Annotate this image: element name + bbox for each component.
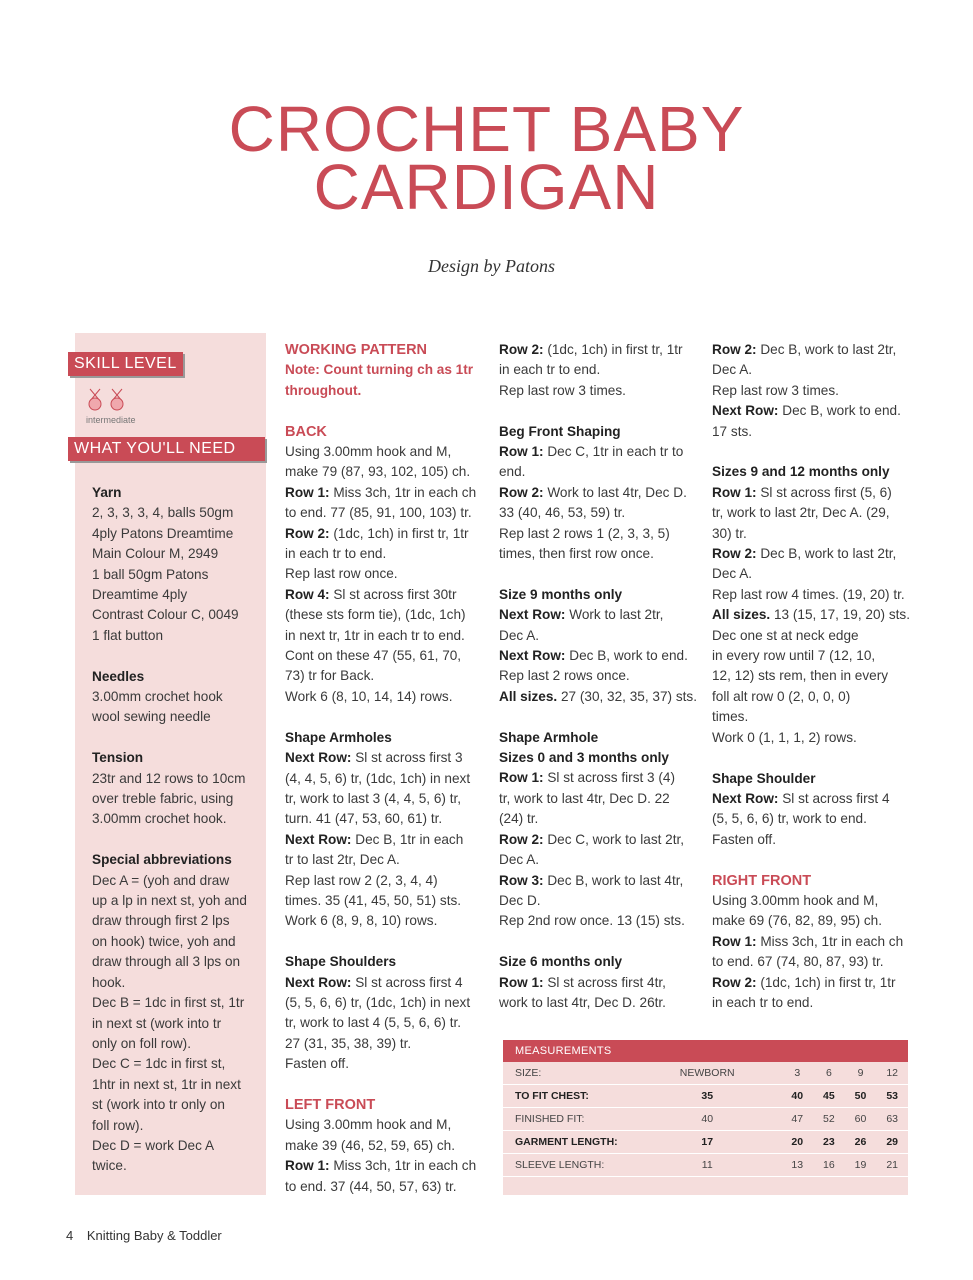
pattern-line: Row 2: (1dc, 1ch) in first tr, 1tr [712, 974, 896, 990]
materials-line: st (work into tr only on [92, 1097, 225, 1113]
what-you-need-label: WHAT YOU'LL NEED [68, 437, 265, 461]
page-footer [66, 1228, 222, 1243]
materials-line: Dec D = work Dec A [92, 1137, 215, 1153]
row-block [712, 544, 912, 605]
pattern-line: make 79 (87, 93, 102, 105) ch. [285, 464, 471, 480]
materials-line: foll row). [92, 1117, 144, 1133]
pattern-line: Dec one st at neck edge [712, 627, 859, 643]
pattern-line: Fasten off. [285, 1056, 349, 1072]
pattern-line: work to last 4tr, Dec D. 26tr. [499, 994, 666, 1010]
pattern-line: Next Row: Work to last 2tr, [499, 607, 664, 623]
measurement-row [503, 1108, 908, 1131]
row-block [499, 973, 699, 1014]
materials-line: only on foll row). [92, 1035, 191, 1051]
pattern-line: in each tr to end. [285, 546, 387, 562]
pattern-line: Row 1: Sl st across first 3 (4) [499, 770, 675, 786]
materials-line: Dec A = (yoh and draw [92, 872, 230, 888]
measurement-value: 35 [633, 1085, 781, 1108]
row-block [285, 830, 485, 932]
pattern-line: Rep last 2 rows 1 (2, 3, 3, 5) [499, 525, 670, 541]
measurement-value: 21 [876, 1154, 908, 1177]
pattern-line: foll alt row 0 (2, 0, 0, 0) [712, 688, 851, 704]
pattern-line: Row 1: Miss 3ch, 1tr in each ch [712, 933, 904, 949]
pattern-line: Rep 2nd row once. 13 (15) sts. [499, 913, 685, 929]
pattern-line: Row 2: Dec C, work to last 2tr, [499, 831, 685, 847]
pattern-line: Next Row: Dec B, 1tr in each [285, 831, 464, 847]
pattern-line: Rep last row 4 times. (19, 20) tr. [712, 586, 905, 602]
pattern-line: Row 2: Dec B, work to last 2tr, [712, 342, 897, 357]
measurement-value: 53 [876, 1085, 908, 1108]
pattern-line: Using 3.00mm hook and M, [285, 444, 452, 460]
materials-line: Main Colour M, 2949 [92, 546, 219, 562]
pattern-line: (4, 4, 5, 6) tr, (1dc, 1ch) in next [285, 770, 471, 786]
row-block [285, 973, 485, 1075]
right-front-heading: RIGHT FRONT [712, 872, 812, 889]
row-block [285, 585, 485, 707]
measurement-value: 47 [781, 1108, 813, 1131]
section-heading: Size 6 months only [499, 954, 623, 970]
pattern-line: Dec A. [499, 852, 540, 868]
measurement-value: 16 [813, 1154, 845, 1177]
measurement-row [503, 1154, 908, 1177]
section-heading: Beg Front Shaping [499, 423, 621, 439]
back-heading: BACK [285, 423, 327, 440]
measurement-value: 40 [633, 1108, 781, 1131]
pattern-line: Row 1: Sl st across first (5, 6) [712, 484, 892, 500]
working-pattern-heading: WORKING PATTERN [285, 342, 428, 358]
row-block [712, 340, 912, 401]
measurement-value: 13 [781, 1154, 813, 1177]
pattern-line: to end. 77 (85, 91, 100, 103) tr. [285, 505, 472, 521]
pattern-line: Row 1: Miss 3ch, 1tr in each ch [285, 1158, 477, 1174]
row-block [712, 401, 912, 442]
measurement-value: 17 [633, 1131, 781, 1154]
measurement-row [503, 1085, 908, 1108]
materials-line: 1 ball 50gm Patons [92, 566, 209, 582]
pattern-line: Row 2: Dec B, work to last 2tr, [712, 546, 897, 562]
pattern-line: Row 2: Work to last 4tr, Dec D. [499, 484, 687, 500]
materials-line: wool sewing needle [92, 709, 211, 725]
pattern-line: Dec A. [499, 627, 540, 643]
text-block [712, 891, 912, 932]
pattern-line: Work 6 (8, 10, 14, 14) rows. [285, 688, 453, 704]
pattern-line: Next Row: Dec B, work to end. [499, 648, 688, 664]
measurements-heading: MEASUREMENTS [503, 1040, 908, 1062]
measurement-value: NEWBORN [633, 1062, 781, 1085]
materials-line: Contrast Colour C, 0049 [92, 607, 239, 623]
measurement-value: 45 [813, 1085, 845, 1108]
materials-line: Dreamtime 4ply [92, 587, 188, 603]
pattern-line: Next Row: Sl st across first 4 [712, 790, 890, 806]
measurement-value: 12 [876, 1062, 908, 1085]
materials-line: draw through all 3 lps on [92, 954, 241, 970]
pattern-line: Dec A. [712, 362, 753, 378]
yarn-needles-icon [86, 387, 146, 413]
row-block [285, 748, 485, 830]
pattern-line: Next Row: Dec B, work to end. [712, 403, 901, 419]
title-line-1: CROCHET BABY [228, 93, 745, 165]
pattern-line: times. [712, 709, 749, 725]
pattern-line: make 39 (46, 52, 59, 65) ch. [285, 1137, 456, 1153]
pattern-line: turn. 41 (47, 53, 60, 61) tr. [285, 811, 443, 827]
materials-line: up a lp in next st, yoh and [92, 893, 247, 909]
row-block [285, 483, 485, 524]
materials-line: Dec C = 1dc in first st, [92, 1056, 226, 1072]
materials-line: 2, 3, 3, 3, 4, balls 50gm [92, 505, 234, 521]
pattern-line: Cont on these 47 (55, 61, 70, [285, 648, 462, 664]
measurement-value: 29 [876, 1131, 908, 1154]
pattern-line: All sizes. 13 (15, 17, 19, 20) sts. [712, 607, 910, 623]
pattern-line: Row 1: Miss 3ch, 1tr in each ch [285, 484, 477, 500]
pattern-line: Dec A. [712, 566, 753, 582]
pattern-line: 27 (31, 35, 38, 39) tr. [285, 1035, 412, 1051]
row-block [499, 871, 699, 932]
pattern-line: Work 0 (1, 1, 1, 2) rows. [712, 729, 857, 745]
pattern-line: tr to last 2tr, Dec A. [285, 852, 400, 868]
row-block [712, 789, 912, 850]
pattern-line: 12, 12) sts rem, then in every [712, 668, 889, 684]
row-block [285, 1156, 485, 1197]
materials-line: hook. [92, 974, 126, 990]
page-number: 4 [66, 1228, 74, 1243]
materials-line: 23tr and 12 rows to 10cm [92, 770, 246, 786]
measurement-value: 11 [633, 1154, 781, 1177]
pattern-line: Row 1: Sl st across first 4tr, [499, 974, 666, 990]
materials-line: twice. [92, 1158, 127, 1174]
pattern-column-1 [285, 340, 485, 1197]
row-block [712, 973, 912, 1014]
pattern-line: (these sts form tie), (1dc, 1ch) [285, 607, 466, 623]
pattern-line: Using 3.00mm hook and M, [712, 892, 879, 908]
pattern-line: Row 2: (1dc, 1ch) in first tr, 1tr [499, 342, 683, 357]
materials-line: 3.00mm crochet hook [92, 689, 223, 705]
pattern-line: tr, work to last 4 (5, 5, 6, 6) tr. [285, 1015, 462, 1031]
materials-line: draw through first 2 lps [92, 913, 230, 929]
pattern-line: Rep last row 3 times. [499, 382, 626, 398]
measurement-label: GARMENT LENGTH: [503, 1131, 633, 1154]
note-line: Note: Count turning ch as 1tr [285, 362, 474, 378]
pattern-line: 73) tr for Back. [285, 668, 375, 684]
pattern-line: (5, 5, 6, 6) tr, (1dc, 1ch) in next [285, 994, 471, 1010]
section-heading: Shape Armhole [499, 729, 599, 745]
section-heading: Size 9 months only [499, 586, 623, 602]
measurement-value: 52 [813, 1108, 845, 1131]
measurement-label: FINISHED FIT: [503, 1108, 633, 1131]
pattern-line: Dec D. [499, 892, 541, 908]
section-heading: Sizes 0 and 3 months only [499, 750, 669, 766]
row-block [285, 524, 485, 585]
materials-line: 3.00mm crochet hook. [92, 811, 227, 827]
pattern-line: times. 35 (41, 45, 50, 51) sts. [285, 892, 462, 908]
pattern-line: Next Row: Sl st across first 4 [285, 974, 463, 990]
pattern-line: Row 2: (1dc, 1ch) in first tr, 1tr [285, 525, 469, 541]
pattern-line: Row 4: Sl st across first 30tr [285, 586, 457, 602]
measurement-value: 60 [845, 1108, 877, 1131]
pattern-line: Row 3: Dec B, work to last 4tr, [499, 872, 684, 888]
pattern-line: in each tr to end. [499, 362, 601, 378]
measurement-value: 20 [781, 1131, 813, 1154]
row-block [499, 605, 699, 646]
measurement-row [503, 1062, 908, 1085]
note-line: throughout. [285, 382, 362, 398]
pattern-line: to end. 67 (74, 80, 87, 93) tr. [712, 954, 884, 970]
pattern-line: 17 sts. [712, 423, 753, 439]
row-block [499, 340, 699, 401]
materials-line: in next st (work into tr [92, 1015, 222, 1031]
measurement-value: 6 [813, 1062, 845, 1085]
measurement-row [503, 1131, 908, 1154]
pattern-line: Next Row: Sl st across first 3 [285, 750, 463, 766]
pattern-line: Rep last row 2 (2, 3, 4, 4) [285, 872, 438, 888]
section-heading: Shape Shoulders [285, 954, 397, 970]
skill-level-label: SKILL LEVEL [68, 352, 183, 376]
materials-heading: Tension [92, 750, 144, 766]
measurements-table [503, 1040, 908, 1195]
pattern-line: Rep last row 3 times. [712, 382, 839, 398]
pattern-column-3 [712, 340, 912, 1013]
skill-level-text: intermediate [86, 415, 136, 425]
materials-line: over treble fabric, using [92, 791, 234, 807]
row-block [499, 687, 699, 707]
measurement-value: 19 [845, 1154, 877, 1177]
pattern-line: (5, 5, 6, 6) tr, work to end. [712, 811, 867, 827]
materials-line: on hook) twice, yoh and [92, 933, 236, 949]
pattern-line: Work 6 (8, 9, 8, 10) rows. [285, 913, 438, 929]
measurement-value: 50 [845, 1085, 877, 1108]
pattern-line: tr, work to last 3 (4, 4, 5, 6) tr, [285, 790, 462, 806]
materials-column [92, 483, 262, 1177]
byline: Design by Patons [428, 256, 555, 276]
measurement-value: 40 [781, 1085, 813, 1108]
materials-heading: Special abbreviations [92, 852, 232, 868]
pattern-line: (24) tr. [499, 811, 539, 827]
row-block [499, 442, 699, 483]
pattern-line: times, then first row once. [499, 546, 654, 562]
text-block [285, 442, 485, 483]
section-heading: Shape Armholes [285, 729, 392, 745]
materials-heading: Needles [92, 668, 145, 684]
pattern-line: Row 1: Dec C, 1tr in each tr to [499, 444, 684, 460]
pattern-line: tr, work to last 4tr, Dec D. 22 [499, 790, 670, 806]
measurement-value: 9 [845, 1062, 877, 1085]
pattern-line: in every row until 7 (12, 10, [712, 648, 876, 664]
measurement-value: 26 [845, 1131, 877, 1154]
row-block [499, 646, 699, 687]
row-block [712, 932, 912, 973]
pattern-line: Rep last row once. [285, 566, 398, 582]
row-block [712, 605, 912, 748]
row-block [712, 483, 912, 544]
row-block [499, 483, 699, 565]
measurement-value: 23 [813, 1131, 845, 1154]
text-block [285, 1115, 485, 1156]
row-block [499, 830, 699, 871]
section-heading: Sizes 9 and 12 months only [712, 464, 890, 480]
row-block [499, 768, 699, 829]
materials-line: Dec B = 1dc in first st, 1tr [92, 995, 245, 1011]
pattern-line: Using 3.00mm hook and M, [285, 1117, 452, 1133]
publication-title: Knitting Baby & Toddler [86, 1228, 222, 1243]
pattern-line: in next tr, 1tr in each tr to end. [285, 627, 465, 643]
materials-line: 4ply Patons Dreamtime [92, 525, 234, 541]
pattern-line: Rep last 2 rows once. [499, 668, 630, 684]
materials-heading: Yarn [92, 485, 122, 500]
measurement-value: 3 [781, 1062, 813, 1085]
title-line-2: CARDIGAN [313, 151, 660, 223]
measurement-label: SIZE: [503, 1062, 633, 1085]
left-front-heading: LEFT FRONT [285, 1096, 376, 1113]
measurement-value: 63 [876, 1108, 908, 1131]
pattern-line: to end. 37 (44, 50, 57, 63) tr. [285, 1178, 457, 1194]
pattern-line: 30) tr. [712, 525, 747, 541]
pattern-column-2 [499, 340, 699, 1013]
materials-line: 1htr in next st, 1tr in next [92, 1076, 241, 1092]
pattern-line: tr, work to last 2tr, Dec A. (29, [712, 505, 890, 521]
page-title [0, 93, 973, 223]
materials-line: 1 flat button [92, 627, 164, 643]
pattern-line: All sizes. 27 (30, 32, 35, 37) sts. [499, 688, 697, 704]
measurement-label: TO FIT CHEST: [503, 1085, 633, 1108]
pattern-line: in each tr to end. [712, 994, 814, 1010]
pattern-line: end. [499, 464, 526, 480]
pattern-line: make 69 (76, 82, 89, 95) ch. [712, 913, 883, 929]
pattern-line: 33 (40, 46, 53, 59) tr. [499, 505, 626, 521]
measurement-label: SLEEVE LENGTH: [503, 1154, 633, 1177]
pattern-line: Fasten off. [712, 831, 776, 847]
section-heading: Shape Shoulder [712, 770, 816, 786]
